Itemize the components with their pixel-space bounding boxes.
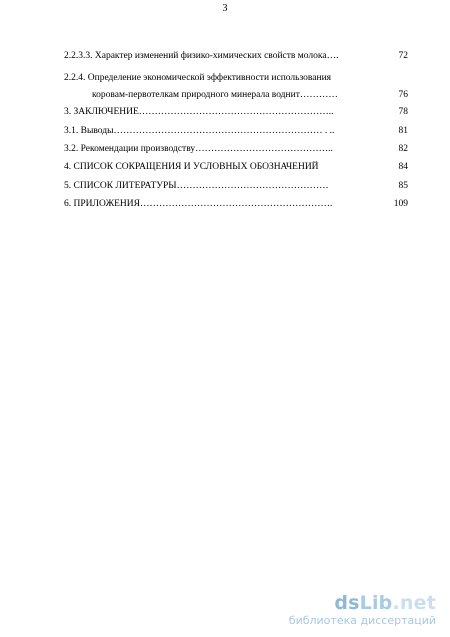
page-number: 3: [222, 3, 228, 14]
toc-page-6: 109: [393, 199, 408, 209]
toc-page-4: 84: [398, 162, 408, 172]
toc-entry-2-2-3-3: 2.2.3.3. Характер изменений физико-химических свойств молока….: [64, 51, 339, 61]
toc-entry-4: 4. СПИСОК СОКРАЩЕНИЯ И УСЛОВНЫХ ОБОЗНАЧЕНИЙ: [64, 162, 319, 172]
toc-page-3-2: 82: [398, 144, 408, 154]
dslib-logo: dsLib.net: [334, 592, 436, 614]
toc-entry-3-2: 3.2. Рекомендации производству……………………………………..: [64, 144, 333, 154]
toc-page-3: 78: [398, 107, 408, 117]
toc-page-3-1: 81: [398, 126, 408, 136]
dslib-watermark: [289, 593, 436, 627]
toc-entry-5: 5. СПИСОК ЛИТЕРАТУРЫ…………………………………………: [64, 181, 329, 191]
toc-page-2-2-4: 76: [398, 90, 408, 100]
toc-entry-3-1: 3.1. Выводы………………………………………………………… . ..: [64, 126, 335, 136]
toc-entry-3: 3. ЗАКЛЮЧЕНИЕ……………………………………………………..: [64, 107, 334, 117]
toc-entry-2-2-4: 2.2.4. Определение экономической эффективности использования: [64, 73, 332, 83]
toc-entry-2-2-4-cont: коровам-первотелкам природного минерала воднит…………: [92, 90, 338, 100]
toc-entry-6: 6. ПРИЛОЖЕНИЯ…………………………………………………….: [64, 199, 333, 209]
toc-page-5: 85: [398, 181, 408, 191]
dslib-subtitle: библиотека диссертаций: [288, 614, 436, 627]
toc-page-2-2-3-3: 72: [398, 51, 408, 61]
